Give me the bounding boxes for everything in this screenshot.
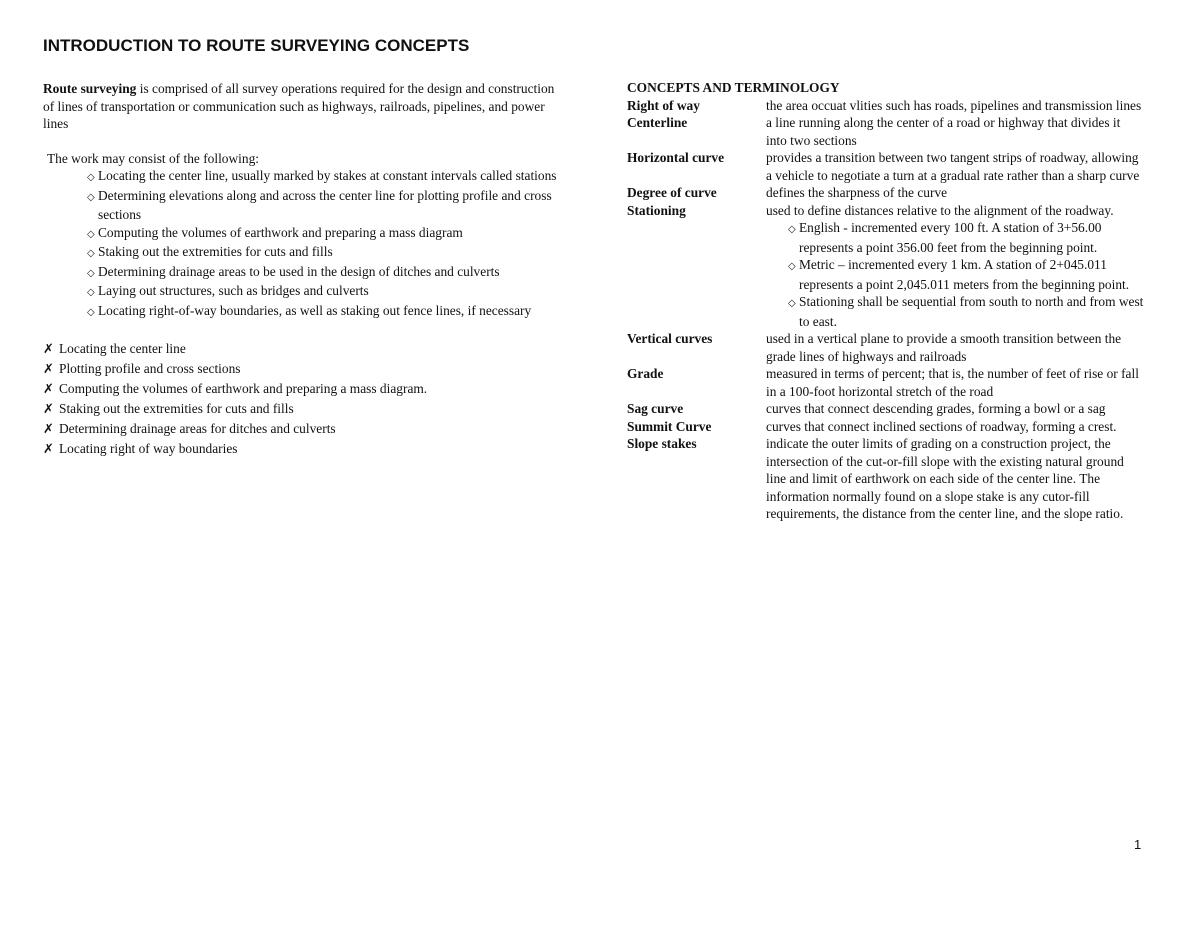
term-label: Horizontal curve (627, 150, 725, 165)
term-row (627, 400, 1147, 418)
diamond-bullet-icon: ◇ (788, 224, 796, 235)
term-definition: curves that connect inclined sections of roadway, forming a crest. (766, 418, 1117, 434)
intro-text: is comprised of all survey operations required for the design and construction of lines of transportation or communication such as highways, railroads, pipelines, and power lines (43, 81, 555, 131)
list-item: ◇ Staking out the extremities for cuts and fills (87, 243, 568, 263)
term-definition: used to define distances relative to the alignment of the roadway. (766, 202, 1114, 218)
diamond-bullet-icon: ◇ (87, 228, 95, 240)
list-item: ◇ Locating the center line, usually marked by stakes at constant intervals called stations (87, 167, 568, 187)
diamond-bullet-icon: ◇ (87, 306, 95, 318)
diamond-bullet-icon: ◇ (87, 191, 95, 203)
x-mark-icon: ✗ (43, 442, 54, 457)
x-mark-icon: ✗ (43, 362, 54, 377)
term-label: Grade (627, 366, 664, 381)
x-mark-icon: ✗ (43, 402, 54, 417)
checklist-item: ✗ Computing the volumes of earthwork and preparing a mass diagram. (43, 379, 568, 399)
diamond-bullet-icon: ◇ (87, 287, 95, 298)
term-definition: a line running along the center of a road or highway that divides it into two sections (766, 115, 1121, 148)
diamond-bullet-icon: ◇ (87, 248, 95, 259)
term-row (627, 435, 1147, 523)
checklist (43, 339, 568, 459)
stationing-sublist (766, 219, 1144, 330)
term-definition: indicate the outer limits of grading on a construction project, the intersection of the cut-or-fill slope with the existing natural ground line and limit of earthwork on each side of the center line. The information normally found on a slope stake is any cutor-fill requirements, the distance from the center line, and the slope ratio. (766, 436, 1124, 521)
list-item: ◇ Metric – incremented every 1 km. A station of 2+045.011 represents a point 2,045.011 meters from the beginning point. (788, 257, 1130, 292)
term-label: Sag curve (627, 401, 684, 416)
diamond-bullet-icon: ◇ (788, 298, 796, 309)
list-item: ◇ Stationing shall be sequential from south to north and from west to east. (788, 294, 1144, 329)
term-definition: defines the sharpness of the curve (766, 185, 948, 200)
right-column (627, 79, 1147, 523)
term-definition: measured in terms of percent; that is, the number of feet of rise or fall in a 100-foot horizontal stretch of the road (766, 366, 1139, 399)
term-label: Degree of curve (627, 185, 717, 200)
list-item: ◇ Determining elevations along and across the center line for plotting profile and cross sections (87, 187, 552, 222)
diamond-bullet-icon: ◇ (87, 267, 95, 279)
x-mark-icon: ✗ (43, 382, 54, 397)
diamond-bullet-icon: ◇ (87, 172, 95, 183)
term-label: Summit Curve (627, 418, 712, 434)
term-label: Stationing (627, 202, 686, 218)
list-item: ◇ Locating right-of-way boundaries, as well as staking out fence lines, if necessary (87, 302, 568, 322)
list-item: ◇ Laying out structures, such as bridges and culverts (87, 282, 568, 302)
checklist-item: ✗ Locating the center line (43, 339, 568, 359)
x-mark-icon: ✗ (43, 342, 54, 357)
term-row (627, 97, 1147, 115)
list-item: ◇ Computing the volumes of earthwork and preparing a mass diagram (87, 224, 568, 244)
term-row (627, 149, 1147, 184)
term-definition-block (766, 202, 1144, 331)
term-row (627, 365, 1147, 400)
x-mark-icon: ✗ (43, 422, 54, 437)
concepts-heading: CONCEPTS AND TERMINOLOGY (627, 80, 840, 95)
list-item: ◇ English - incremented every 100 ft. A station of 3+56.00 represents a point 356.00 feet from the beginning point. (788, 220, 1102, 255)
checklist-item: ✗ Staking out the extremities for cuts and fills (43, 399, 568, 419)
intro-paragraph (43, 80, 568, 133)
term-row (627, 418, 1147, 436)
term-definition: curves that connect descending grades, forming a bowl or a sag (766, 401, 1106, 416)
term-row (627, 330, 1147, 365)
term-row (627, 184, 1147, 202)
term-label: Right of way (627, 97, 700, 113)
term-definition: the area occuat vlities such has roads, pipelines and transmission lines (766, 97, 1142, 113)
term-row (627, 114, 1147, 149)
operations-list (43, 167, 568, 321)
term-label: Centerline (627, 115, 688, 130)
term-definition: used in a vertical plane to provide a smooth transition between the grade lines of highways and railroads (766, 331, 1122, 364)
page-number: 1 (1134, 837, 1142, 852)
term-label: Vertical curves (627, 331, 713, 346)
document-title: INTRODUCTION TO ROUTE SURVEYING CONCEPTS (43, 36, 470, 55)
checklist-item: ✗ Determining drainage areas for ditches and culverts (43, 419, 568, 439)
operations-lead: The work may consist of the following: (47, 150, 259, 166)
list-item: ◇ Determining drainage areas to be used in the design of ditches and culverts (87, 263, 568, 283)
term-row (627, 202, 1147, 331)
term-label: Slope stakes (627, 436, 697, 451)
term-definition: provides a transition between two tangent strips of roadway, allowing a vehicle to negotiate a turn at a gradual rate rather than a sharp curve (766, 150, 1140, 183)
checklist-item: ✗ Plotting profile and cross sections (43, 359, 568, 379)
diamond-bullet-icon: ◇ (788, 261, 796, 272)
intro-term: Route surveying (43, 81, 137, 96)
checklist-item: ✗ Locating right of way boundaries (43, 439, 568, 459)
left-column (43, 80, 568, 459)
